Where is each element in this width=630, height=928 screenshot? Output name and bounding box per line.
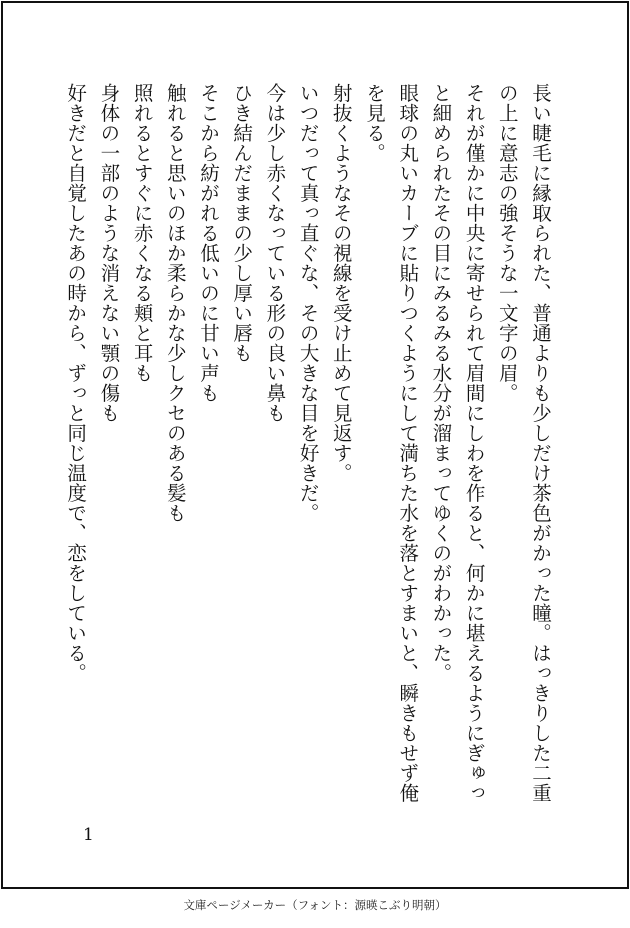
footer-credit: 文庫ページメーカー（フォント：源暎こぶり明朝） — [183, 898, 447, 912]
text-line: 身体の一部のような消えない顎の傷も — [97, 83, 121, 423]
text-line: ひき結んだままの少し厚い唇も — [230, 83, 254, 363]
page-number: 1 — [83, 825, 94, 845]
text-line: それが僅かに中央に寄せられて眉間にしわを作ると、何かに堪えるようにぎゅっ — [462, 83, 486, 803]
text-line: 長い睫毛に縁取られた、普通よりも少しだけ茶色がかった瞳。はっきりした二重 — [529, 83, 552, 803]
text-line: 今は少し赤くなっている形の良い鼻も — [263, 83, 287, 423]
text-line: と細められたその目にみるみる水分が溜まってゆくのがわかった。 — [429, 83, 453, 683]
vertical-text-body — [59, 83, 557, 803]
text-line: 照れるとすぐに赤くなる頬と耳も — [130, 83, 154, 383]
text-line: を見る。 — [362, 83, 386, 163]
text-line: 触れると思いのほか柔らかな少しクセのある髪も — [163, 83, 187, 523]
text-line: の上に意志の強そうな一文字の眉。 — [495, 83, 519, 403]
text-line: 射抜くようなその視線を受け止めて見返す。 — [329, 83, 353, 483]
text-line: いつだって真っ直ぐな、その大きな目を好きだ。 — [296, 83, 320, 523]
text-line: 眼球の丸いカーブに貼りつくようにして満ちた水を落とすまいと、瞬きもせず俺 — [396, 83, 420, 803]
book-page — [1, 1, 629, 889]
text-line: 好きだと自覚したあの時から、ずっと同じ温度で、恋をしている。 — [64, 83, 88, 683]
text-line: そこから紡がれる低いのに甘い声も — [196, 83, 220, 403]
